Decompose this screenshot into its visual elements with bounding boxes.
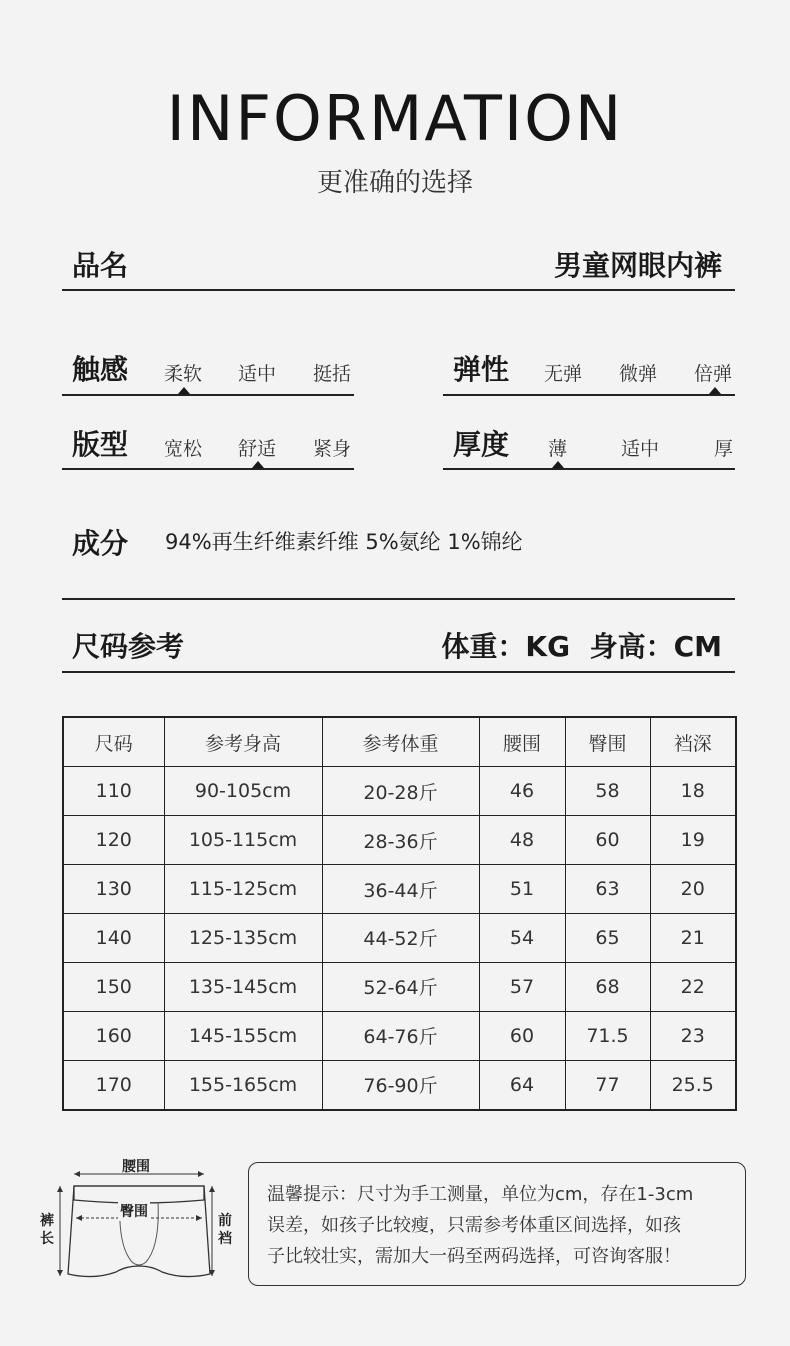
table-header: 臀围	[565, 717, 650, 767]
hip-label: 臀围	[118, 1201, 150, 1221]
thickness-option-thick: 厚	[714, 438, 734, 460]
table-cell: 64-76斤	[322, 1011, 479, 1060]
touch-option-soft: 柔软	[164, 363, 203, 385]
table-cell: 18	[650, 767, 736, 816]
fit-label: 版型	[72, 428, 129, 461]
table-cell: 155-165cm	[164, 1060, 322, 1110]
elasticity-option-none: 无弹	[544, 363, 583, 385]
table-cell: 130	[63, 865, 164, 914]
table-row	[63, 962, 736, 1011]
table-cell: 110	[63, 767, 164, 816]
table-cell: 25.5	[650, 1060, 736, 1110]
table-cell: 46	[479, 767, 565, 816]
product-name-value: 男童网眼内裤	[553, 249, 722, 282]
table-header: 尺码	[63, 717, 164, 767]
touch-underline	[62, 394, 354, 396]
fit-option-comfort: 舒适	[238, 438, 277, 460]
table-cell: 140	[63, 913, 164, 962]
page-title: INFORMATION	[166, 82, 624, 155]
touch-label: 触感	[72, 353, 129, 386]
waist-label: 腰围	[122, 1159, 150, 1175]
thickness-option-thin: 薄	[548, 438, 568, 460]
fit-option-tight: 紧身	[313, 438, 352, 460]
product-name-label: 品名	[72, 249, 129, 282]
divider	[62, 598, 735, 600]
table-cell: 44-52斤	[322, 913, 479, 962]
table-cell: 68	[565, 962, 650, 1011]
table-cell: 19	[650, 816, 736, 865]
tip-line: 温馨提示：尺寸为手工测量，单位为cm，存在1-3cm	[267, 1184, 694, 1205]
thickness-option-medium: 适中	[621, 438, 660, 460]
fit-underline	[62, 468, 354, 470]
front-rise-label: 前裆	[218, 1213, 232, 1247]
table-cell: 63	[565, 865, 650, 914]
divider	[62, 671, 735, 673]
table-cell: 90-105cm	[164, 767, 322, 816]
size-table	[62, 716, 737, 1111]
table-row	[63, 1060, 736, 1110]
table-cell: 20-28斤	[322, 767, 479, 816]
thickness-label: 厚度	[453, 428, 510, 461]
size-units: 体重：KG 身高：CM	[441, 630, 722, 663]
table-cell: 20	[650, 865, 736, 914]
table-header: 参考身高	[164, 717, 322, 767]
table-cell: 77	[565, 1060, 650, 1110]
table-cell: 71.5	[565, 1011, 650, 1060]
size-section-title: 尺码参考	[72, 630, 185, 663]
table-header: 腰围	[479, 717, 565, 767]
table-cell: 64	[479, 1060, 565, 1110]
table-cell: 65	[565, 913, 650, 962]
table-row	[63, 913, 736, 962]
table-cell: 58	[565, 767, 650, 816]
tip-box	[248, 1162, 746, 1286]
fit-option-loose: 宽松	[164, 438, 203, 460]
composition-label: 成分	[72, 527, 129, 560]
table-header-row	[63, 717, 736, 767]
thickness-selected-marker	[552, 461, 564, 468]
table-cell: 60	[479, 1011, 565, 1060]
table-cell: 76-90斤	[322, 1060, 479, 1110]
table-cell: 60	[565, 816, 650, 865]
table-row	[63, 865, 736, 914]
table-cell: 51	[479, 865, 565, 914]
table-row	[63, 767, 736, 816]
tip-line: 子比较壮实，需加大一码至两码选择，可咨询客服！	[267, 1246, 681, 1267]
elasticity-selected-marker	[709, 387, 721, 394]
table-cell: 22	[650, 962, 736, 1011]
table-cell: 54	[479, 913, 565, 962]
table-cell: 48	[479, 816, 565, 865]
table-header: 参考体重	[322, 717, 479, 767]
table-row	[63, 1011, 736, 1060]
table-cell: 145-155cm	[164, 1011, 322, 1060]
table-row	[63, 816, 736, 865]
thickness-underline	[443, 468, 735, 470]
table-cell: 52-64斤	[322, 962, 479, 1011]
tip-line: 误差，如孩子比较瘦，只需参考体重区间选择，如孩	[267, 1215, 681, 1236]
table-cell: 125-135cm	[164, 913, 322, 962]
elasticity-option-slight: 微弹	[619, 363, 658, 385]
measurement-diagram	[34, 1150, 244, 1290]
table-cell: 135-145cm	[164, 962, 322, 1011]
elasticity-option-high: 倍弹	[694, 363, 733, 385]
length-label: 裤长	[40, 1213, 54, 1247]
table-header: 裆深	[650, 717, 736, 767]
divider	[62, 289, 735, 291]
table-cell: 150	[63, 962, 164, 1011]
table-cell: 36-44斤	[322, 865, 479, 914]
table-cell: 28-36斤	[322, 816, 479, 865]
touch-selected-marker	[178, 387, 190, 394]
table-cell: 57	[479, 962, 565, 1011]
elasticity-label: 弹性	[453, 353, 510, 386]
touch-option-crisp: 挺括	[313, 363, 352, 385]
table-cell: 120	[63, 816, 164, 865]
composition-value: 94%再生纤维素纤维 5%氨纶 1%锦纶	[165, 530, 523, 554]
fit-selected-marker	[252, 461, 264, 468]
touch-option-medium: 适中	[238, 363, 277, 385]
page-subtitle: 更准确的选择	[316, 168, 473, 198]
table-cell: 115-125cm	[164, 865, 322, 914]
elasticity-underline	[443, 394, 735, 396]
table-cell: 23	[650, 1011, 736, 1060]
table-cell: 21	[650, 913, 736, 962]
table-cell: 160	[63, 1011, 164, 1060]
table-cell: 170	[63, 1060, 164, 1110]
table-cell: 105-115cm	[164, 816, 322, 865]
